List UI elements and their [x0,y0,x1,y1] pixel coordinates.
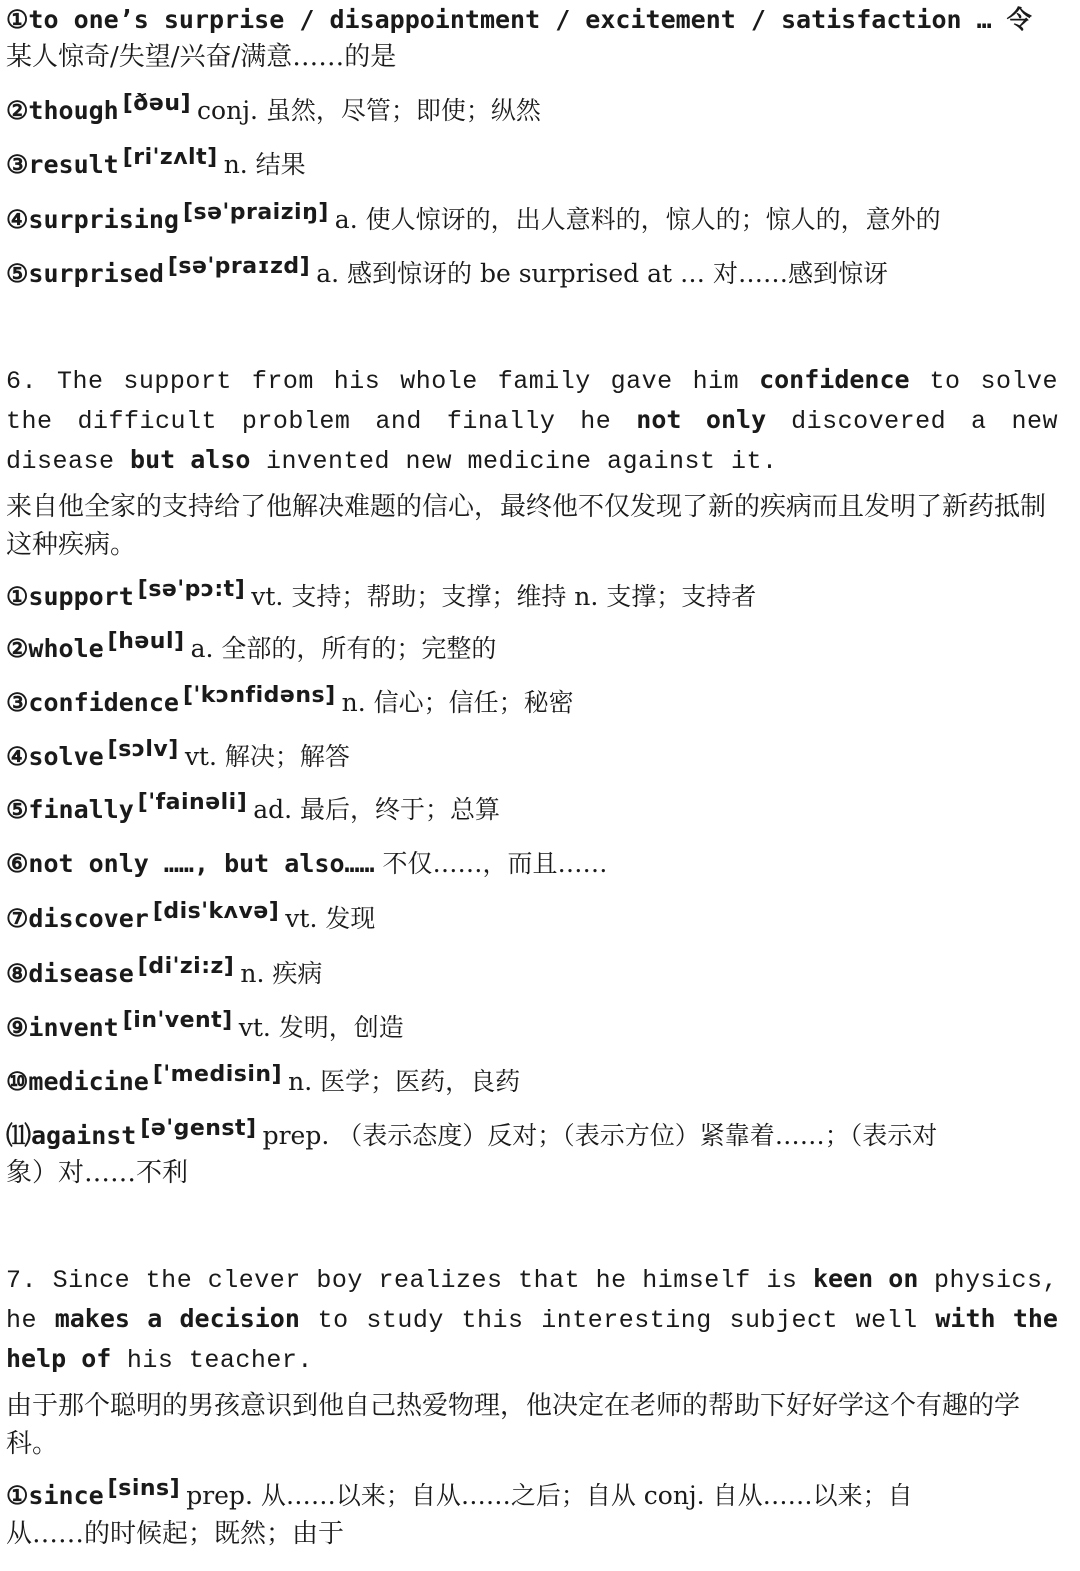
vocab-entry-continuation: 从……的时候起；既然；由于 [6,1519,345,1549]
definition: a. 使人惊讶的，出人意料的，惊人的；惊人的，意外的 [334,205,941,234]
headword: ②though [6,96,119,125]
definition: a. 感到惊讶的 be surprised at … 对……感到惊讶 [316,259,888,288]
definition: vt. 解决；解答 [184,742,350,771]
vocab-entry-solve [6,739,350,777]
vocab-entry-confidence [6,685,574,723]
definition: vt. 发明，创造 [238,1013,404,1042]
example-sentence-6: 6. The support from his whole family gave him confidence to solve the difficult problem and finally he not only discovered a new disease but also invented new medicine against it. [6,365,1058,476]
vocab-entry-finally [6,792,500,830]
key-phrase: not only [636,405,767,434]
headword: ⑧disease [6,959,134,988]
headword: ⑤surprised [6,259,164,288]
key-phrase: but also [130,445,251,474]
example-sentence-7: 7. Since the clever boy realizes that he himself is keen on physics, he makes a decision to study this interesting subject well with the help of his teacher. [6,1264,1058,1375]
vocab-entry-surprised [6,256,888,294]
phonetic: ['kɔnfidəns] [182,683,336,708]
vocab-entry-since [6,1478,913,1516]
vocab-entry-surprising [6,202,941,240]
phonetic: [sə'praɪzd] [167,254,311,279]
key-phrase: keen on [812,1264,919,1293]
vocab-entry-result [6,147,306,185]
phonetic: [sə'pɔ:t] [137,577,246,602]
vocab-entry-one-surprise: ①to one’s surprise / disappointment / excitement / satisfaction … 令 [6,5,1032,34]
translation-6: 来自他全家的支持给了他解决难题的信心，最终他不仅发现了新的疾病而且发明了新药抵制这种疾病。 [6,492,1047,560]
phonetic: [ə'genst] [140,1116,257,1141]
vocab-entry-continuation: 象）对……不利 [6,1158,189,1188]
headword: ⑩medicine [6,1067,149,1096]
definition: vt. 发现 [285,904,376,933]
definition: ad. 最后，终于；总算 [253,795,501,824]
key-phrase: confidence [759,365,910,394]
definition: 不仅……，而且…… [374,849,608,878]
vocab-entry-whole [6,631,496,669]
vocab-entry-medicine [6,1064,520,1102]
vocab-entry-against [6,1118,937,1156]
headword: ①support [6,582,134,611]
phonetic: [sə'praiziŋ] [182,200,329,225]
headword: ④surprising [6,205,179,234]
phonetic: [ðəu] [122,91,192,116]
vocab-entry-continuation: 某人惊奇/失望/兴奋/满意……的是 [6,42,397,72]
headword: ①since [6,1481,104,1510]
definition: n. 医学；医药，良药 [288,1067,521,1096]
vocab-entry-disease [6,956,322,994]
definition: a. 全部的，所有的；完整的 [190,634,497,663]
headword: ⑨invent [6,1013,119,1042]
definition: n. 结果 [223,150,306,179]
phonetic: [dis'kʌvə] [152,899,280,924]
phonetic: [in'vent] [122,1008,233,1033]
definition: prep. （表示态度）反对；（表示方位）紧靠着……；（表示对 [262,1121,938,1150]
definition: vt. 支持；帮助；支撑；维持 n. 支撑；支持者 [251,582,757,611]
translation-7: 由于那个聪明的男孩意识到他自己热爱物理，他决定在老师的帮助下好好学这个有趣的学科。 [6,1391,1021,1459]
definition: prep. 从……以来；自从……之后；自从 conj. 自从……以来；自 [186,1481,913,1510]
headword: ⑾against [6,1121,137,1150]
vocab-entry-support [6,579,756,617]
vocab-entry-discover [6,901,375,939]
vocab-entry-not-only-but-also [6,846,608,882]
phonetic: [di'zi:z] [137,954,235,979]
phonetic: [ri'zʌlt] [122,145,218,170]
headword: ④solve [6,742,104,771]
key-phrase: makes a decision [54,1304,300,1333]
definition: n. 疾病 [240,959,323,988]
phonetic: [sɔlv] [107,737,179,762]
vocab-entry-invent [6,1010,404,1048]
key-phrase: with the help of [6,1304,1058,1373]
headword: ⑥not only ……, but also…… [6,849,375,878]
headword: ⑤finally [6,795,134,824]
definition: conj. 虽然，尽管；即使；纵然 [197,96,541,125]
phonetic: [sins] [107,1476,181,1501]
phonetic: ['medisin] [152,1062,283,1087]
headword: ②whole [6,634,104,663]
headword: ③confidence [6,688,179,717]
phonetic: ['fainəli] [137,790,248,815]
phonetic: [həul] [107,629,185,654]
vocab-entry-though [6,93,541,131]
definition: n. 信心；信任；秘密 [341,688,574,717]
headword: ⑦discover [6,904,149,933]
headword: ③result [6,150,119,179]
